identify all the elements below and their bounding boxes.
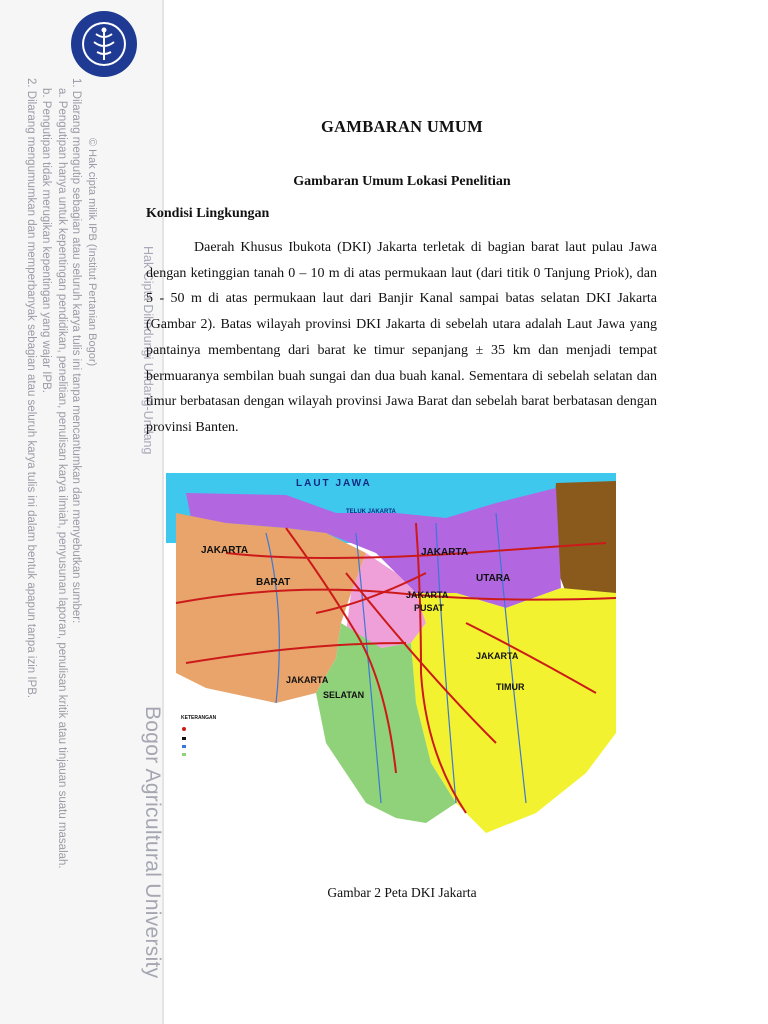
section-heading: Kondisi Lingkungan — [146, 206, 270, 221]
sea-label: LAUT JAWA — [296, 478, 372, 489]
ipb-logo — [70, 10, 138, 78]
copyright-note-2: 2. Dilarang mengumumkan dan memperbanyak sebagian atau seluruh karya tulis ini dalam bentuk apapun tanpa izin IPB. — [25, 78, 37, 699]
page-subtitle: Gambaran Umum Lokasi Penelitian — [293, 174, 511, 189]
page-title: GAMBARAN UMUM — [321, 117, 483, 136]
label-timur-2: TIMUR — [496, 682, 525, 692]
university-watermark: Bogor Agricultural University — [141, 706, 164, 979]
svg-text:KETERANGAN: KETERANGAN — [181, 715, 217, 721]
hak-cipta-watermark: Hak Cipta Dilindungi Undang-Undang — [141, 246, 155, 455]
copyright-note-1b: b. Pengutipan tidak merugikan kepentingan yang wajar IPB. — [40, 88, 52, 393]
figure-caption: Gambar 2 Peta DKI Jakarta — [327, 885, 477, 900]
label-utara-2: UTARA — [476, 573, 511, 584]
label-pusat-1: JAKARTA — [406, 590, 449, 600]
label-selatan-2: SELATAN — [323, 690, 365, 700]
copyright-note-1a: a. Pengutipan hanya untuk kepentingan pendidikan, penelitian, penulisan karya ilmiah, penyusunan laporan, penulisan kritik atau tinjauan suatu masalah. — [56, 88, 68, 869]
copyright-note-1: 1. Dilarang mengutip sebagian atau seluruh karya tulis ini tanpa mencantumkan dan menyebutkan sumber: — [70, 78, 82, 624]
label-selatan-1: JAKARTA — [286, 675, 329, 685]
jakarta-map — [166, 473, 616, 873]
body-paragraph: Daerah Khusus Ibukota (DKI) Jakarta terletak di bagian barat laut pulau Jawa dengan ketinggian tanah 0 – 10 m di atas permukaan laut (dari titik 0 Tanjung Priok), dan 5 - 50 m di atas permukaan laut dari Banjir Kanal sampai batas selatan DKI Jakarta (Gambar 2). Batas wilayah provinsi DKI Jakarta di sebelah utara adalah Laut Jawa yang pantainya membentang dari barat ke timur sepanjang ± 35 km dan menjadi tempat bermuaranya sembilan buah sungai dan dua buah kanal. Sementara di sebelah selatan dan timur berbatasan dengan wilayah provinsi Jawa Barat dan sebelah barat berbatasan dengan provinsi Banten. — [146, 240, 657, 435]
label-pusat-2: PUSAT — [414, 603, 444, 613]
label-barat-2: BARAT — [256, 577, 291, 588]
copyright-watermark: © Hak cipta milik IPB (Institut Pertanian Bogor) — [86, 138, 98, 367]
label-timur-1: JAKARTA — [476, 651, 519, 661]
label-utara-1: JAKARTA — [421, 547, 469, 558]
label-barat-1: JAKARTA — [201, 545, 249, 556]
bay-label: TELUK JAKARTA — [346, 509, 396, 515]
